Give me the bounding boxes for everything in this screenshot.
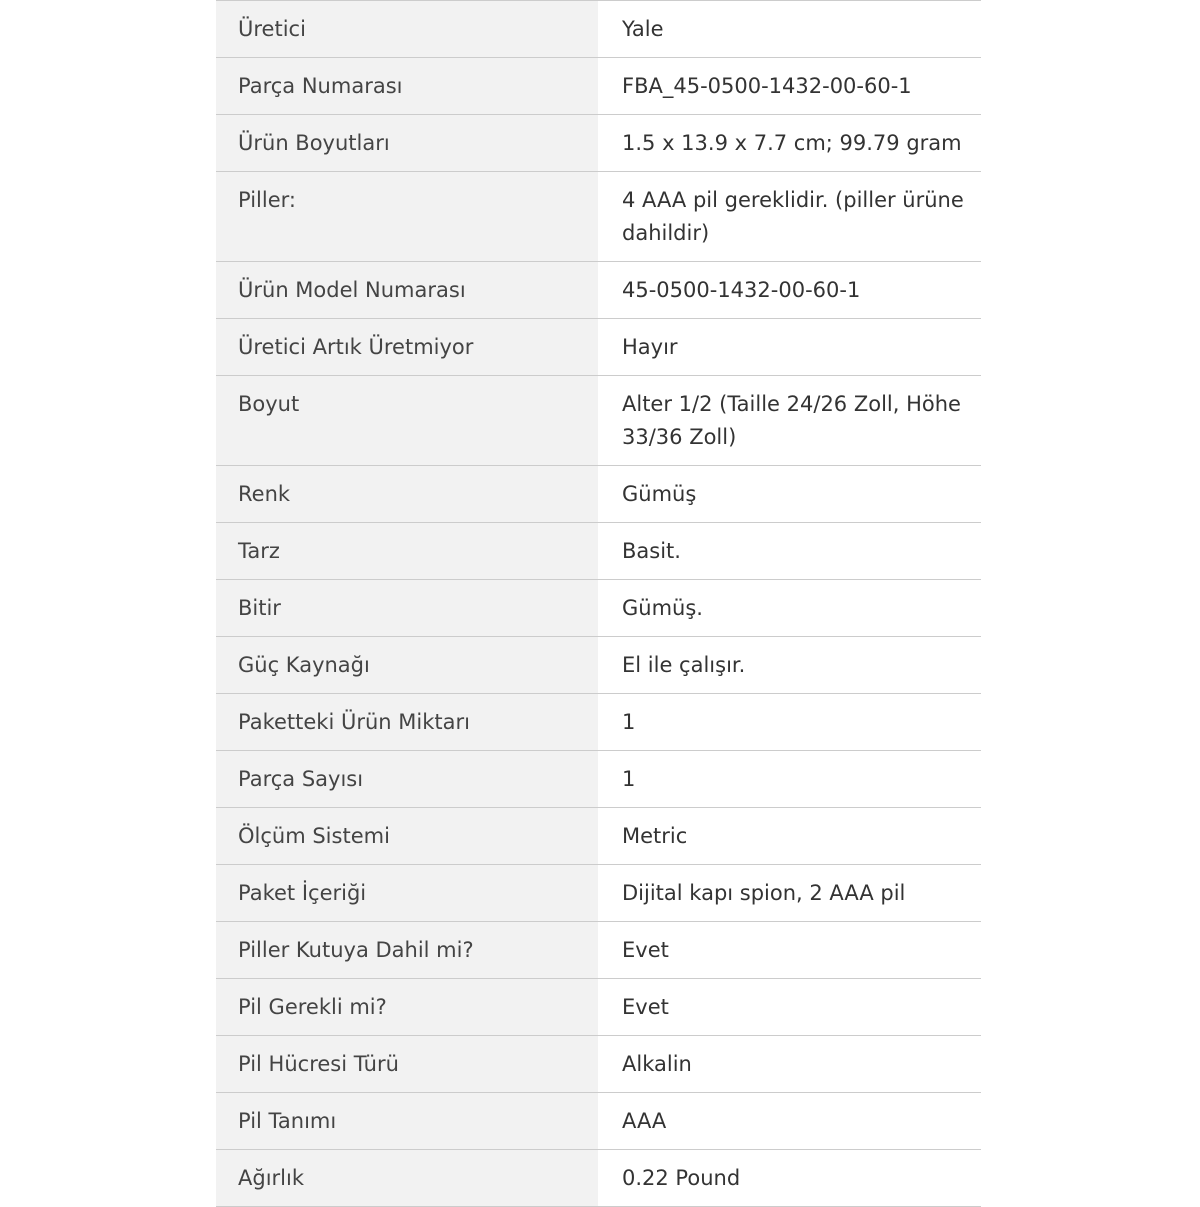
spec-value-finish: Gümüş. <box>598 580 981 637</box>
spec-label-dimensions: Ürün Boyutları <box>216 115 598 172</box>
spec-value-manufacturer: Yale <box>598 1 981 58</box>
spec-label-piece-count: Parça Sayısı <box>216 751 598 808</box>
spec-label-package-quantity: Paketteki Ürün Miktarı <box>216 694 598 751</box>
spec-row <box>216 466 981 523</box>
spec-label-part-number: Parça Numarası <box>216 58 598 115</box>
spec-row <box>216 1036 981 1093</box>
spec-label-style: Tarz <box>216 523 598 580</box>
spec-label-measurement-system: Ölçüm Sistemi <box>216 808 598 865</box>
spec-value-power-source: El ile çalışır. <box>598 637 981 694</box>
spec-row <box>216 58 981 115</box>
spec-row <box>216 751 981 808</box>
spec-label-power-source: Güç Kaynağı <box>216 637 598 694</box>
spec-row <box>216 922 981 979</box>
spec-label-size: Boyut <box>216 376 598 466</box>
spec-row <box>216 580 981 637</box>
spec-row <box>216 172 981 262</box>
spec-label-package-contents: Paket İçeriği <box>216 865 598 922</box>
spec-label-battery-description: Pil Tanımı <box>216 1093 598 1150</box>
spec-row <box>216 979 981 1036</box>
spec-value-piece-count: 1 <box>598 751 981 808</box>
spec-row <box>216 694 981 751</box>
spec-label-manufacturer: Üretici <box>216 1 598 58</box>
spec-value-size: Alter 1/2 (Taille 24/26 Zoll, Höhe 33/36 Zoll) <box>598 376 981 466</box>
spec-label-batteries-required: Pil Gerekli mi? <box>216 979 598 1036</box>
spec-row <box>216 637 981 694</box>
spec-row <box>216 376 981 466</box>
spec-value-package-contents: Dijital kapı spion, 2 AAA pil <box>598 865 981 922</box>
spec-label-batteries-included: Piller Kutuya Dahil mi? <box>216 922 598 979</box>
product-specs-table <box>216 0 981 1207</box>
spec-value-batteries-included: Evet <box>598 922 981 979</box>
spec-value-discontinued: Hayır <box>598 319 981 376</box>
spec-row <box>216 115 981 172</box>
spec-value-batteries: 4 AAA pil gereklidir. (piller ürüne dahildir) <box>598 172 981 262</box>
spec-value-measurement-system: Metric <box>598 808 981 865</box>
spec-value-dimensions: 1.5 x 13.9 x 7.7 cm; 99.79 gram <box>598 115 981 172</box>
spec-label-model-number: Ürün Model Numarası <box>216 262 598 319</box>
spec-label-discontinued: Üretici Artık Üretmiyor <box>216 319 598 376</box>
spec-row <box>216 1150 981 1207</box>
spec-value-package-quantity: 1 <box>598 694 981 751</box>
spec-row <box>216 523 981 580</box>
spec-value-model-number: 45-0500-1432-00-60-1 <box>598 262 981 319</box>
spec-value-part-number: FBA_45-0500-1432-00-60-1 <box>598 58 981 115</box>
spec-value-color: Gümüş <box>598 466 981 523</box>
spec-value-weight: 0.22 Pound <box>598 1150 981 1207</box>
spec-row <box>216 1 981 58</box>
spec-row <box>216 1093 981 1150</box>
spec-label-weight: Ağırlık <box>216 1150 598 1207</box>
spec-value-style: Basit. <box>598 523 981 580</box>
spec-value-battery-cell-type: Alkalin <box>598 1036 981 1093</box>
spec-row <box>216 319 981 376</box>
spec-label-color: Renk <box>216 466 598 523</box>
spec-label-finish: Bitir <box>216 580 598 637</box>
spec-value-battery-description: AAA <box>598 1093 981 1150</box>
spec-row <box>216 865 981 922</box>
spec-row <box>216 808 981 865</box>
spec-value-batteries-required: Evet <box>598 979 981 1036</box>
spec-label-batteries: Piller: <box>216 172 598 262</box>
spec-row <box>216 262 981 319</box>
spec-label-battery-cell-type: Pil Hücresi Türü <box>216 1036 598 1093</box>
